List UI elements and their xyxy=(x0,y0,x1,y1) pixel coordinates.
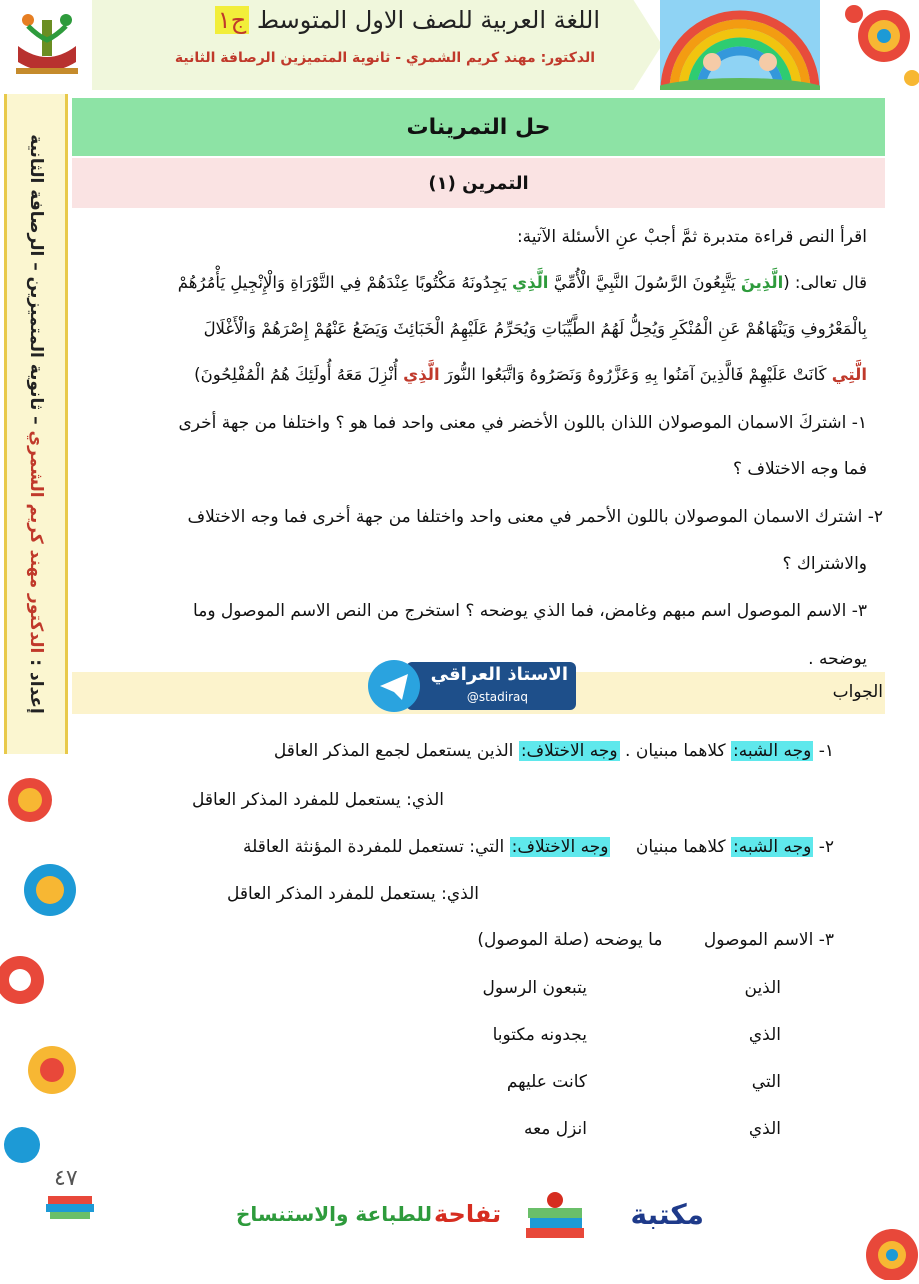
ornament-bottom-right xyxy=(842,1205,919,1280)
question-2-line-2: والاشتراك ؟ xyxy=(782,554,867,574)
section-title: حل التمرينات xyxy=(72,98,885,156)
table-row-clause: يتبعون الرسول xyxy=(482,978,587,998)
difference-text: التي: تستعمل للمفردة المؤنثة العاقلة xyxy=(243,837,505,857)
page-number-badge xyxy=(42,1168,98,1222)
exercise-title: التمرين (١) xyxy=(72,158,885,208)
verse-word-green: الَّذِينَ xyxy=(740,273,784,292)
table-row-clause: كانت عليهم xyxy=(506,1072,587,1092)
footer-word-library: مكتبة xyxy=(630,1198,704,1231)
question-2-line-1: ٢- اشترك الاسمان الموصولان باللون الأحمر في معنى واحد واختلفا من جهة أخرى فما وجه الاختلاف xyxy=(187,507,883,527)
verse-text: يَجِدُونَهُ مَكْتُوبًا عِنْدَهُمْ فِي التَّوْرَاةِ وَالْإِنْجِيلِ يَأْمُرُهُمْ xyxy=(177,273,512,292)
side-school: – ثانوية المتميزين – الرصافة الثانية xyxy=(26,134,46,425)
rainbow-illustration xyxy=(660,0,820,90)
answer-1-line-2: الذي: يستعمل للمفرد المذكر العاقل xyxy=(191,790,444,810)
watermark-badge xyxy=(366,658,578,714)
answer-number: ٢- xyxy=(818,837,834,857)
similarity-label: وجه الشبه: xyxy=(733,837,812,857)
question-1-line-2: فما وجه الاختلاف ؟ xyxy=(732,459,867,479)
table-row-clause: يجدونه مكتوبا xyxy=(492,1025,587,1045)
question-3-line-2: يوضحه . xyxy=(808,649,867,669)
verse-word-red: الَّذِي xyxy=(403,365,440,384)
verse-line-1 xyxy=(178,272,867,294)
side-author-bar xyxy=(4,94,68,754)
table-row-pronoun: التي xyxy=(751,1072,781,1092)
table-row-pronoun: الذي xyxy=(748,1119,781,1139)
column-header-pronoun: الاسم الموصول xyxy=(703,930,814,950)
answer-3-header xyxy=(477,930,834,950)
watermark-brand: الاستاذ العراقي xyxy=(430,664,568,685)
header-title-part: ج١ xyxy=(215,6,249,34)
ornament-left xyxy=(0,770,80,1170)
ornament-top-right xyxy=(832,0,919,88)
verse-intro: قال تعالى: ( xyxy=(783,273,867,292)
watermark-handle: @stadiraq xyxy=(466,690,528,704)
answer-2-line-1 xyxy=(243,836,834,858)
answer-2-line-2: الذي: يستعمل للمفرد المذكر العاقل xyxy=(226,884,479,904)
table-row-pronoun: الذي xyxy=(748,1025,781,1045)
difference-text: الذين يستعمل لجمع المذكر العاقل xyxy=(273,741,514,761)
header-title-main: اللغة العربية للصف الاول المتوسط xyxy=(256,6,600,34)
answer-label: الجواب xyxy=(832,682,883,702)
difference-label: وجه الاختلاف: xyxy=(511,837,609,857)
question-1-line-1: ١- اشتركَ الاسمان الموصولان اللذان باللون الأخضر في معنى واحد فما هو ؟ واختلفا من جهة أخرى xyxy=(178,413,867,433)
verse-text: كَانَتْ عَلَيْهِمْ فَالَّذِينَ آمَنُوا بِهِ وَعَزَّرُوهُ وَنَصَرُوهُ وَاتَّبَعُوا النُّورَ xyxy=(439,365,832,384)
verse-word-green: الَّذِي xyxy=(511,273,549,292)
side-author-text xyxy=(26,134,46,714)
footer-word-apple: تفاحة xyxy=(434,1200,502,1228)
side-name: الدكتور مهند كريم الشمري xyxy=(26,430,46,654)
verse-line-3 xyxy=(194,364,867,386)
instruction: اقرأ النص قراءة متدبرة ثمَّ أجبْ عنِ الأسئلة الآتية: xyxy=(516,227,867,247)
similarity-text: كلاهما مبنيان . xyxy=(625,741,726,761)
question-3-line-1: ٣- الاسم الموصول اسم مبهم وغامض، فما الذي يوضحه ؟ استخرج من النص الاسم الموصول وما xyxy=(193,601,867,621)
page-number: ٤٧ xyxy=(54,1166,78,1191)
table-row-pronoun: الذين xyxy=(744,978,781,998)
footer-word-printing: للطباعة والاستنساخ xyxy=(236,1202,433,1226)
verse-word-red: الَّتِي xyxy=(831,365,867,384)
answer-number: ١- xyxy=(818,741,834,761)
similarity-label: وجه الشبه: xyxy=(733,741,812,761)
verse-text: يَتَّبِعُونَ الرَّسُولَ النَّبِيَّ الْأُمِّيَّ xyxy=(548,273,741,292)
column-header-clause: ما يوضحه (صلة الموصول) xyxy=(477,930,663,950)
verse-line-2: بِالْمَعْرُوفِ وَيَنْهَاهُمْ عَنِ الْمُنْكَرِ وَيُحِلُّ لَهُمُ الطَّيِّبَاتِ وَيُحَرِّمُ عَلَيْهِمُ الْخَبَائِثَ وَيَضَعُ عَنْهُمْ إِصْرَهُمْ وَالْأَغْلَالَ xyxy=(203,319,867,338)
side-prefix: إعداد : xyxy=(26,659,46,714)
footer-banner xyxy=(230,1188,710,1244)
answer-number: ٣- xyxy=(818,930,834,950)
difference-label: وجه الاختلاف: xyxy=(520,741,618,761)
header-author: الدكتور: مهند كريم الشمري - ثانوية المتميزين الرصافة الثانية xyxy=(174,50,595,66)
similarity-text: كلاهما مبنيان xyxy=(635,837,726,857)
books-icon xyxy=(522,1190,588,1242)
header-title xyxy=(100,6,600,34)
answer-1-line-1 xyxy=(274,740,834,762)
verse-text: أُنْزِلَ مَعَهُ أُولَئِكَ هُمُ الْمُفْلِحُونَ) xyxy=(194,365,404,384)
table-row-clause: انزل معه xyxy=(523,1119,587,1139)
logo xyxy=(8,6,86,82)
